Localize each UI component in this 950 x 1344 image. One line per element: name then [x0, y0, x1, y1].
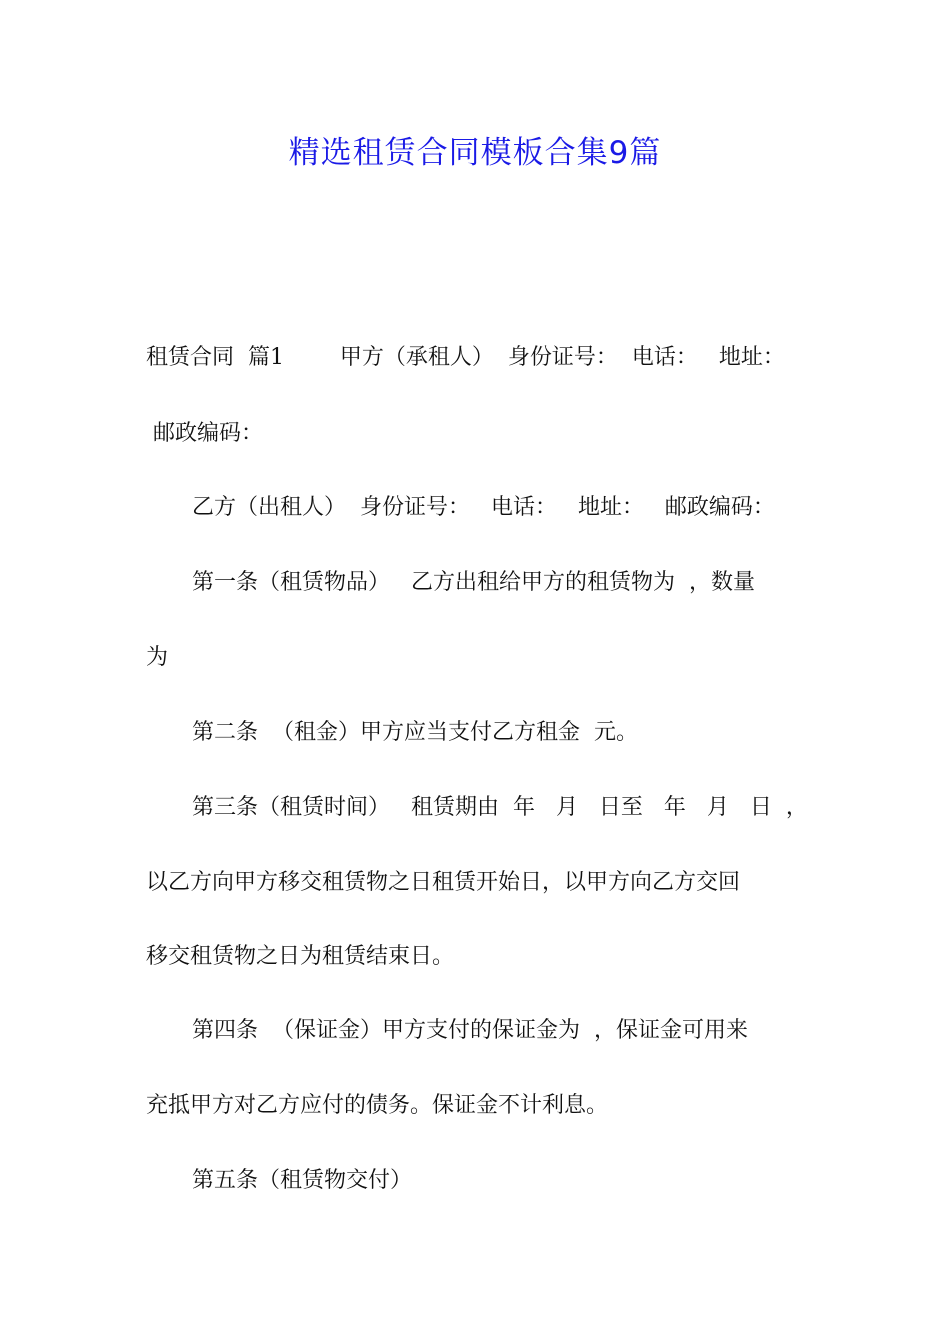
- body-line-contract-header: 租赁合同 篇1 甲方（承租人） 身份证号： 电话： 地址：: [146, 345, 785, 370]
- body-line-article-5: 第五条（租赁物交付）: [192, 1168, 413, 1193]
- body-line-article-1-cont: 为: [146, 645, 169, 670]
- body-line-article-2: 第二条 （租金）甲方应当支付乙方租金 元。: [192, 720, 638, 745]
- body-line-party-b: 乙方（出租人） 身份证号： 电话： 地址： 邮政编码：: [192, 495, 775, 520]
- document-title: 精选租赁合同模板合集9篇: [288, 135, 662, 171]
- body-line-article-4: 第四条 （保证金）甲方支付的保证金为 ，保证金可用来: [192, 1018, 748, 1043]
- body-line-article-3: 第三条（租赁时间） 租赁期由 年 月 日至 年 月 日 ，: [192, 795, 808, 820]
- body-line-party-a-postcode: 邮政编码：: [146, 421, 263, 446]
- body-line-article-1: 第一条（租赁物品） 乙方出租给甲方的租赁物为 ，数量: [192, 570, 755, 595]
- body-line-article-4-cont: 充抵甲方对乙方应付的债务。保证金不计利息。: [146, 1093, 609, 1118]
- body-line-article-3-cont-2: 移交租赁物之日为租赁结束日。: [146, 944, 455, 969]
- body-line-article-3-cont-1: 以乙方向甲方移交租赁物之日租赁开始日，以甲方向乙方交回: [146, 870, 741, 895]
